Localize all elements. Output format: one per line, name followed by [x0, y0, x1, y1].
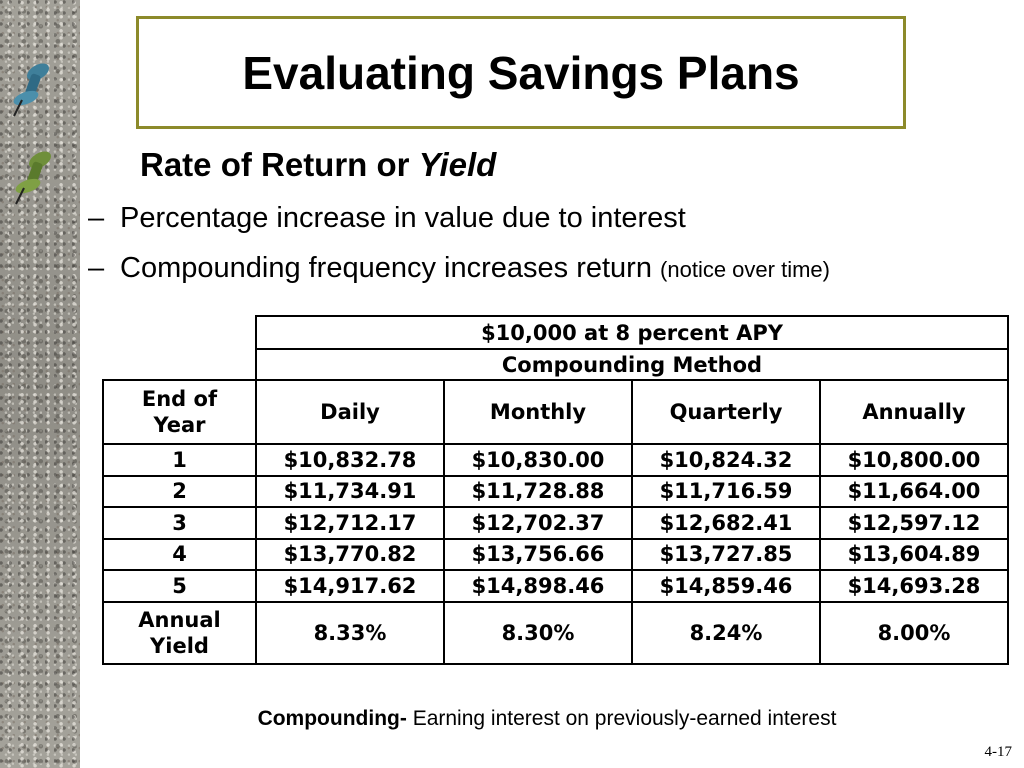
value-cell: $13,756.66	[444, 539, 632, 571]
yield-cell: 8.33%	[256, 602, 444, 664]
value-cell: $10,800.00	[820, 444, 1008, 476]
value-cell: $11,664.00	[820, 476, 1008, 508]
value-cell: $12,702.37	[444, 507, 632, 539]
pushpin-blue-icon	[8, 60, 54, 120]
heading-italic-text: Yield	[418, 146, 497, 183]
year-cell: 4	[103, 539, 256, 571]
table-row	[103, 570, 1008, 602]
bullet-text: Compounding frequency increases return	[120, 252, 661, 284]
yield-cell: 8.24%	[632, 602, 820, 664]
section-heading	[140, 146, 496, 184]
value-cell: $11,728.88	[444, 476, 632, 508]
value-cell: $14,898.46	[444, 570, 632, 602]
value-cell: $10,830.00	[444, 444, 632, 476]
table-corner-blank	[103, 316, 256, 349]
yield-cell: 8.00%	[820, 602, 1008, 664]
column-header: Annually	[820, 380, 1008, 444]
value-cell: $12,682.41	[632, 507, 820, 539]
value-cell: $12,712.17	[256, 507, 444, 539]
table-row	[103, 444, 1008, 476]
year-cell: 5	[103, 570, 256, 602]
year-cell: 1	[103, 444, 256, 476]
row-header-cell	[103, 380, 256, 444]
table-row	[103, 539, 1008, 571]
table-row	[103, 476, 1008, 508]
title-box	[136, 16, 906, 129]
bullet-item	[88, 202, 686, 235]
year-cell: 3	[103, 507, 256, 539]
footer-term: Compounding-	[257, 707, 407, 730]
row-header-line: Year	[153, 413, 206, 437]
table-subcaption: Compounding Method	[256, 349, 1008, 380]
table-caption: $10,000 at 8 percent APY	[256, 316, 1008, 349]
column-header: Daily	[256, 380, 444, 444]
bullet-note: (notice over time)	[660, 257, 830, 282]
bullet-text: Percentage increase in value due to interest	[120, 202, 686, 234]
pushpin-green-icon	[10, 148, 56, 208]
bullet-dash: –	[88, 202, 105, 234]
bullet-dash: –	[88, 252, 105, 284]
footer-note	[0, 707, 1024, 731]
value-cell: $10,824.32	[632, 444, 820, 476]
row-header-line: End of	[141, 387, 218, 411]
bullet-item	[88, 252, 830, 285]
value-cell: $14,693.28	[820, 570, 1008, 602]
page-number: 4-17	[984, 744, 1012, 760]
heading-text: Rate of Return or	[140, 146, 419, 183]
yield-label-cell	[103, 602, 256, 664]
yield-label-line: Annual	[138, 607, 221, 632]
yield-label-line: Yield	[150, 633, 209, 658]
table-corner-blank	[103, 349, 256, 380]
value-cell: $13,604.89	[820, 539, 1008, 571]
table-row	[103, 507, 1008, 539]
year-cell: 2	[103, 476, 256, 508]
savings-table	[102, 315, 1009, 665]
value-cell: $14,917.62	[256, 570, 444, 602]
value-cell: $11,716.59	[632, 476, 820, 508]
value-cell: $11,734.91	[256, 476, 444, 508]
column-header: Quarterly	[632, 380, 820, 444]
value-cell: $13,770.82	[256, 539, 444, 571]
value-cell: $14,859.46	[632, 570, 820, 602]
value-cell: $13,727.85	[632, 539, 820, 571]
column-header: Monthly	[444, 380, 632, 444]
value-cell: $12,597.12	[820, 507, 1008, 539]
value-cell: $10,832.78	[256, 444, 444, 476]
slide-title: Evaluating Savings Plans	[242, 46, 800, 99]
yield-cell: 8.30%	[444, 602, 632, 664]
footer-definition: Earning interest on previously-earned interest	[406, 707, 837, 730]
table-row-yield	[103, 602, 1008, 664]
